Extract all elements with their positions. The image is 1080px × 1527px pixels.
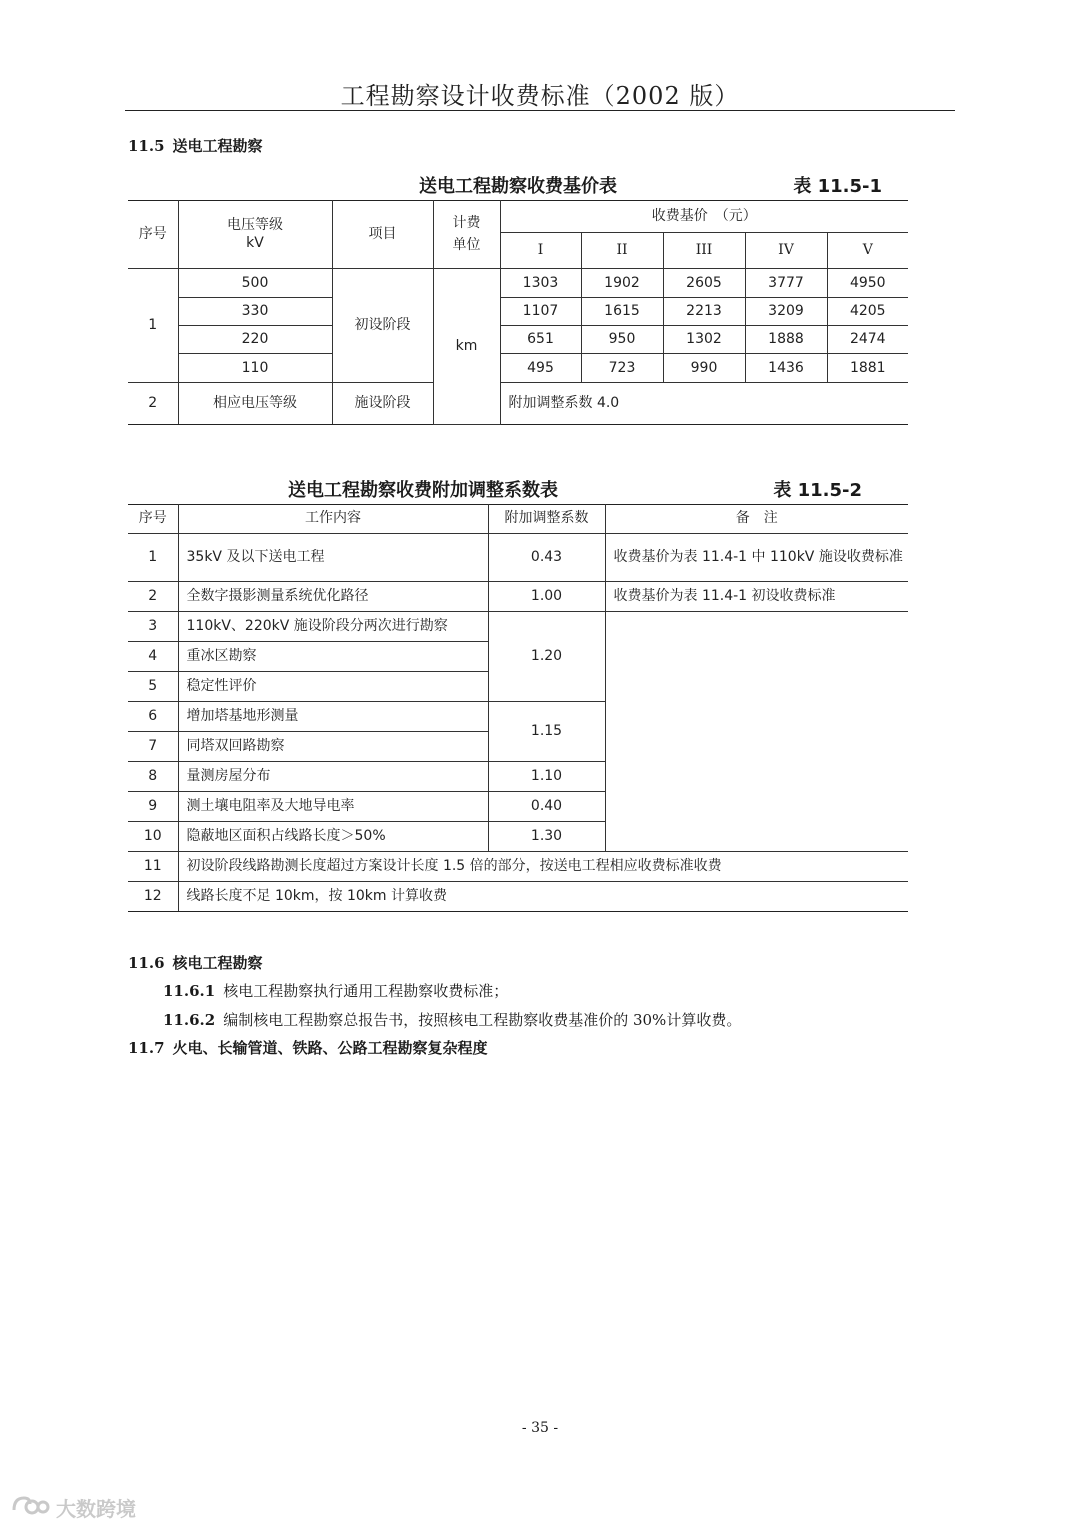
table-row	[128, 611, 908, 641]
table-row	[128, 353, 908, 382]
cell-item: 初设阶段	[332, 268, 433, 382]
cell-voltage: 220	[178, 325, 332, 353]
cell-price: 1902	[581, 268, 663, 297]
header-content: 工作内容	[178, 504, 488, 533]
cell-price: 3777	[745, 268, 827, 297]
section-number: 11.7	[128, 1039, 165, 1057]
cell-coef: 0.43	[488, 533, 605, 581]
cell-price: 651	[500, 325, 581, 353]
table2-title: 送电工程勘察收费附加调整系数表	[288, 480, 558, 501]
cell-content: 测土壤电阻率及大地导电率	[178, 791, 488, 821]
table2-caption	[128, 476, 908, 505]
header-voltage-unit: kV	[246, 234, 264, 251]
table-row	[128, 881, 908, 911]
cell-price: 4205	[827, 297, 908, 325]
cell-price: 1615	[581, 297, 663, 325]
clause-number: 11.6.2	[163, 1011, 216, 1029]
row-seq: 1	[128, 533, 178, 581]
cell-price: 1881	[827, 353, 908, 382]
row-seq: 11	[128, 851, 178, 881]
header-unit	[433, 200, 500, 268]
table-row	[128, 297, 908, 325]
section-title: 送电工程勘察	[172, 137, 263, 155]
section-11-6-heading	[128, 952, 263, 973]
cell-price: 1303	[500, 268, 581, 297]
clause-11-6-2	[163, 1009, 741, 1030]
row-seq: 6	[128, 701, 178, 731]
cell-voltage: 相应电压等级	[178, 382, 332, 424]
row-seq: 2	[128, 581, 178, 611]
header-class: I	[500, 232, 581, 268]
header-coef: 附加调整系数	[488, 504, 605, 533]
cell-content: 初设阶段线路勘测长度超过方案设计长度 1.5 倍的部分，按送电工程相应收费标准收费	[178, 851, 908, 881]
row-seq: 3	[128, 611, 178, 641]
cell-price: 1107	[500, 297, 581, 325]
watermark-text: 大数跨境	[56, 1497, 136, 1521]
header-class: II	[581, 232, 663, 268]
cell-price: 1302	[663, 325, 745, 353]
cell-price: 2474	[827, 325, 908, 353]
cell-remark: 收费基价为表 11.4-1 初设收费标准	[605, 581, 908, 611]
cell-content: 35kV 及以下送电工程	[178, 533, 488, 581]
cell-remark-empty	[605, 611, 908, 851]
page-number: - 35 -	[521, 1420, 559, 1436]
running-header: 工程勘察设计收费标准（2002 版）	[340, 82, 740, 110]
table1-number: 表 11.5-1	[793, 176, 882, 197]
cell-content: 隐蔽地区面积占线路长度＞50%	[178, 821, 488, 851]
cell-price: 990	[663, 353, 745, 382]
cell-coef: 1.10	[488, 761, 605, 791]
table-row	[128, 382, 908, 424]
table2-number: 表 11.5-2	[773, 480, 862, 501]
table-row	[128, 851, 908, 881]
cell-price: 723	[581, 353, 663, 382]
cell-coef: 1.20	[488, 611, 605, 701]
cell-voltage: 110	[178, 353, 332, 382]
table-row	[128, 533, 908, 581]
header-rule	[125, 110, 955, 111]
section-title: 火电、长输管道、铁路、公路工程勘察复杂程度	[172, 1039, 488, 1057]
cell-content: 稳定性评价	[178, 671, 488, 701]
cell-price: 2605	[663, 268, 745, 297]
cell-content: 增加塔基地形测量	[178, 701, 488, 731]
cell-price: 2213	[663, 297, 745, 325]
row-seq: 5	[128, 671, 178, 701]
header-class: V	[827, 232, 908, 268]
header-remark: 备 注	[605, 504, 908, 533]
row-seq: 4	[128, 641, 178, 671]
table-row	[128, 581, 908, 611]
cell-item: 施设阶段	[332, 382, 433, 424]
row-seq: 7	[128, 731, 178, 761]
header-item: 项目	[332, 200, 433, 268]
section-title: 核电工程勘察	[172, 954, 263, 972]
cell-content: 量测房屋分布	[178, 761, 488, 791]
cell-price: 4950	[827, 268, 908, 297]
cell-price: 1436	[745, 353, 827, 382]
table-base-price	[128, 200, 908, 425]
cell-price: 3209	[745, 297, 827, 325]
row-seq: 8	[128, 761, 178, 791]
cell-content: 全数字摄影测量系统优化路径	[178, 581, 488, 611]
header-class: III	[663, 232, 745, 268]
table1-title: 送电工程勘察收费基价表	[419, 176, 617, 197]
cell-content: 线路长度不足 10km，按 10km 计算收费	[178, 881, 908, 911]
cell-voltage: 330	[178, 297, 332, 325]
cell-content: 110kV、220kV 施设阶段分两次进行勘察	[178, 611, 488, 641]
header-unit-label: 计费单位	[452, 214, 481, 253]
cell-remark: 收费基价为表 11.4-1 中 110kV 施设收费标准	[605, 533, 908, 581]
row-seq: 9	[128, 791, 178, 821]
cell-voltage: 500	[178, 268, 332, 297]
header-voltage	[178, 200, 332, 268]
section-number: 11.5	[128, 137, 165, 155]
clause-text: 编制核电工程勘察总报告书，按照核电工程勘察收费基准价的 30%计算收费。	[223, 1011, 742, 1029]
header-base-price: 收费基价 （元）	[500, 200, 908, 232]
cell-price: 950	[581, 325, 663, 353]
cell-content: 同塔双回路勘察	[178, 731, 488, 761]
cell-coef: 0.40	[488, 791, 605, 821]
header-seq: 序号	[128, 504, 178, 533]
logo-mark-icon	[10, 1492, 50, 1523]
row-seq: 12	[128, 881, 178, 911]
header-voltage-label: 电压等级	[227, 216, 283, 233]
row-seq: 1	[128, 268, 178, 382]
cell-price: 495	[500, 353, 581, 382]
section-11-5-heading	[128, 135, 263, 156]
watermark	[10, 1492, 136, 1523]
cell-coef: 1.00	[488, 581, 605, 611]
clause-text: 核电工程勘察执行通用工程勘察收费标准；	[223, 982, 509, 1000]
section-number: 11.6	[128, 954, 165, 972]
cell-coef: 1.15	[488, 701, 605, 761]
clause-11-6-1	[163, 980, 508, 1001]
cell-price: 1888	[745, 325, 827, 353]
section-11-7-heading	[128, 1037, 488, 1058]
header-seq: 序号	[128, 200, 178, 268]
row-seq: 10	[128, 821, 178, 851]
table-row	[128, 268, 908, 297]
cell-content: 重冰区勘察	[178, 641, 488, 671]
cell-note: 附加调整系数 4.0	[500, 382, 908, 424]
header-class: IV	[745, 232, 827, 268]
row-seq: 2	[128, 382, 178, 424]
clause-number: 11.6.1	[163, 982, 216, 1000]
table-row	[128, 325, 908, 353]
table1-caption	[128, 172, 908, 201]
cell-unit: km	[433, 268, 500, 424]
table-adjustment-coefficients	[128, 504, 908, 912]
cell-coef: 1.30	[488, 821, 605, 851]
